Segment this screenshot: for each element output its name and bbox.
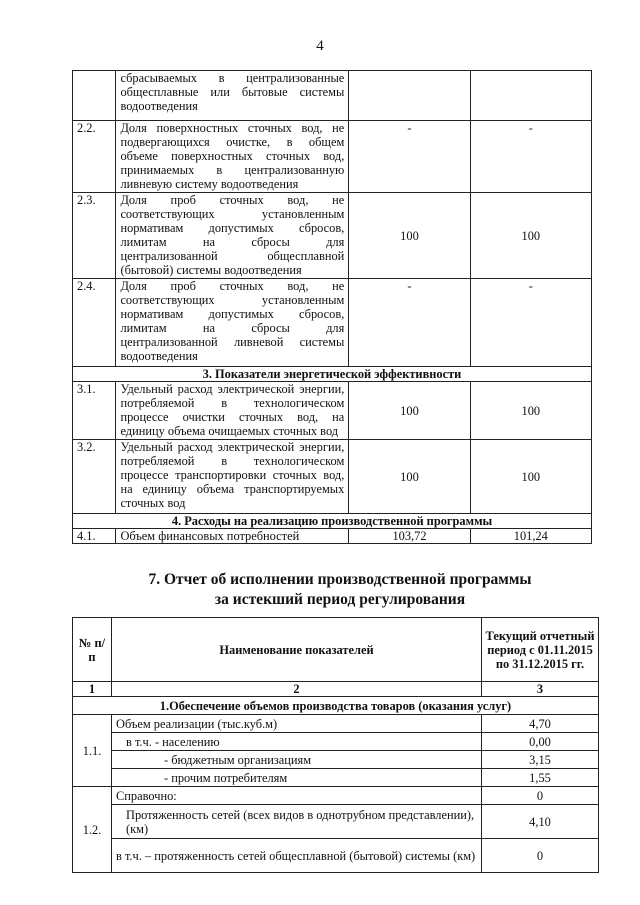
value-cell: 101,24	[470, 529, 591, 544]
table-row	[73, 440, 592, 514]
table-row	[73, 787, 599, 805]
row-number: 3.1.	[73, 382, 116, 440]
value-cell: 4,70	[482, 715, 599, 733]
column-header-name: Наименование показателей	[112, 618, 482, 682]
table-row	[73, 382, 592, 440]
page-number: 4	[316, 38, 324, 54]
row-description: Объем реализации (тыс.куб.м)	[112, 715, 482, 733]
value-cell: 100	[470, 382, 591, 440]
value-cell: 103,72	[349, 529, 470, 544]
index-cell: 1	[73, 682, 112, 697]
row-description: - прочим потребителям	[112, 769, 482, 787]
row-number: 1.1.	[73, 715, 112, 787]
row-number: 2.3.	[73, 193, 116, 279]
report-table	[72, 617, 599, 873]
row-number: 4.1.	[73, 529, 116, 544]
table-row	[73, 805, 599, 839]
row-description: сбрасываемых в централизованные общесплавные или бытовые системы водоотведения	[116, 71, 349, 121]
column-header-period: Текущий отчетный период с 01.11.2015 по 31.12.2015 гг.	[482, 618, 599, 682]
value-cell: 4,10	[482, 805, 599, 839]
value-cell: 0,00	[482, 733, 599, 751]
table-row	[73, 71, 592, 121]
value-cell: 100	[349, 440, 470, 514]
section-header	[73, 514, 592, 529]
table-row	[73, 121, 592, 193]
table-row	[73, 529, 592, 544]
row-description: - бюджетным организациям	[112, 751, 482, 769]
row-number: 2.2.	[73, 121, 116, 193]
value-cell: -	[470, 121, 591, 193]
table-header-row	[73, 618, 599, 682]
indicators-table	[72, 70, 592, 544]
row-number: 1.2.	[73, 787, 112, 873]
table-row	[73, 279, 592, 367]
value-cell: -	[349, 279, 470, 367]
row-number: 3.2.	[73, 440, 116, 514]
section-title: 1.Обеспечение объемов производства товаров (оказания услуг)	[73, 697, 599, 715]
index-cell: 2	[112, 682, 482, 697]
row-description: Доля проб сточных вод, не соответствующих установленным нормативам допустимых сбросов, лимитам на сбросы для централизованной общесплавной (бытовой) системы водоотведения	[116, 193, 349, 279]
row-description: Удельный расход электрической энергии, потребляемой в технологическом процессе очистки сточных вод, на единицу объема очищаемых сточных вод	[116, 382, 349, 440]
row-description: в т.ч. – протяженность сетей общесплавной (бытовой) системы (км)	[112, 839, 482, 873]
value-cell: 100	[349, 382, 470, 440]
value-cell: 100	[470, 440, 591, 514]
value-cell	[470, 71, 591, 121]
value-cell: 0	[482, 787, 599, 805]
value-cell: -	[470, 279, 591, 367]
row-description: в т.ч. - населению	[112, 733, 482, 751]
section-header	[73, 367, 592, 382]
row-number	[73, 71, 116, 121]
section-7-title-line2: за истекший период регулирования	[214, 591, 466, 608]
value-cell	[349, 71, 470, 121]
row-description: Доля проб сточных вод, не соответствующих установленным нормативам допустимых сбросов, лимитам на сбросы для централизованной ливневой системы водоотведения	[116, 279, 349, 367]
value-cell: 100	[470, 193, 591, 279]
value-cell: -	[349, 121, 470, 193]
value-cell: 3,15	[482, 751, 599, 769]
section-title: 4. Расходы на реализацию производственной программы	[73, 514, 592, 529]
row-description: Объем финансовых потребностей	[116, 529, 349, 544]
table-row	[73, 733, 599, 751]
table-row	[73, 193, 592, 279]
section-title: 3. Показатели энергетической эффективности	[73, 367, 592, 382]
index-cell: 3	[482, 682, 599, 697]
value-cell: 1,55	[482, 769, 599, 787]
row-description: Протяженность сетей (всех видов в однотрубном представлении), (км)	[112, 805, 482, 839]
value-cell: 0	[482, 839, 599, 873]
table-row	[73, 769, 599, 787]
value-cell: 100	[349, 193, 470, 279]
section-7-title-line1: 7. Отчет об исполнении производственной программы	[148, 571, 532, 588]
section-header	[73, 697, 599, 715]
column-header-number: № п/п	[73, 618, 112, 682]
table-row	[73, 715, 599, 733]
row-number: 2.4.	[73, 279, 116, 367]
row-description: Справочно:	[112, 787, 482, 805]
row-description: Доля поверхностных сточных вод, не подвергающихся очистке, в общем объеме поверхностных сточных вод, принимаемых в централизованную ливневую систему водоотведения	[116, 121, 349, 193]
row-description: Удельный расход электрической энергии, потребляемой в технологическом процессе транспортировки сточных вод, на единицу объема транспортируемых сточных вод	[116, 440, 349, 514]
table-row	[73, 839, 599, 873]
index-row	[73, 682, 599, 697]
table-row	[73, 751, 599, 769]
